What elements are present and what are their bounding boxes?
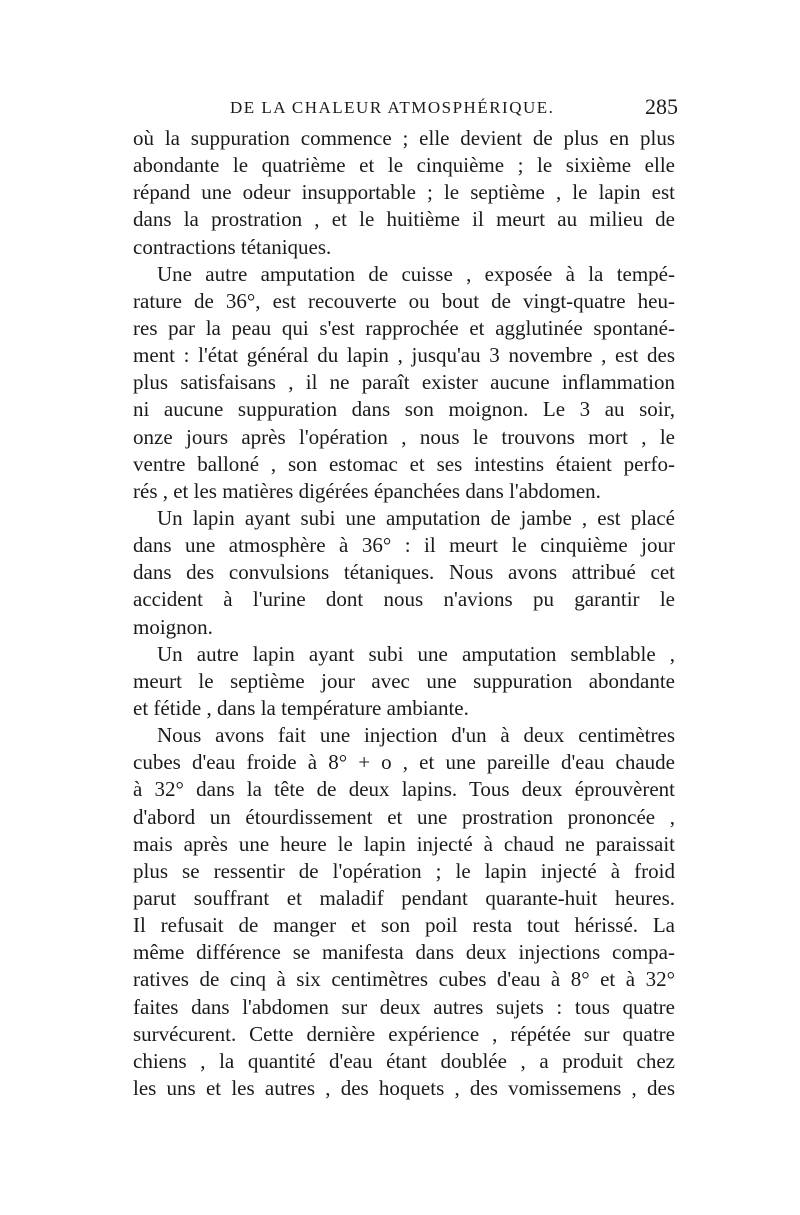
text-line: chiens , la quantité d'eau étant doublée , a produit chez xyxy=(133,1048,675,1073)
text-line: ment : l'état général du lapin , jusqu'au 3 novembre , est des xyxy=(133,343,675,368)
text-line: dans une atmosphère à 36° : il meurt le cinquième jour xyxy=(133,533,675,558)
text-line: onze jours après l'opération , nous le trouvons mort , le xyxy=(133,424,675,449)
text-line: ni aucune suppuration dans son moignon. Le 3 au soir, xyxy=(133,397,675,422)
text-line: Nous avons fait une injection d'un à deux centimètres xyxy=(157,723,675,748)
text-line: parut souffrant et maladif pendant quarante-huit heures. xyxy=(133,885,675,910)
text-line: plus se ressentir de l'opération ; le lapin injecté à froid xyxy=(133,858,675,883)
text-line: abondante le quatrième et le cinquième ; le sixième elle xyxy=(133,153,675,178)
text-line: meurt le septième jour avec une suppuration abondante xyxy=(133,668,675,693)
page-header xyxy=(130,96,678,126)
text-line: Une autre amputation de cuisse , exposée à la tempé- xyxy=(157,261,675,286)
text-line: faites dans l'abdomen sur deux autres sujets : tous quatre xyxy=(133,994,675,1019)
running-title: DE LA CHALEUR ATMOSPHÉRIQUE. xyxy=(230,98,555,117)
text-line: les uns et les autres , des hoquets , des vomissemens , des xyxy=(133,1075,675,1100)
page-number: 285 xyxy=(645,94,678,119)
body-text xyxy=(133,125,675,1102)
text-line: contractions tétaniques. xyxy=(133,234,332,259)
text-line: survécurent. Cette dernière expérience , répétée sur quatre xyxy=(133,1021,675,1046)
text-line: accident à l'urine dont nous n'avions pu garantir le xyxy=(133,587,675,612)
text-line: dans des convulsions tétaniques. Nous avons attribué cet xyxy=(133,560,675,585)
text-line: et fétide , dans la température ambiante. xyxy=(133,695,469,720)
text-line: ventre balloné , son estomac et ses intestins étaient perfo- xyxy=(133,451,675,476)
text-line: à 32° dans la tête de deux lapins. Tous deux éprouvèrent xyxy=(133,777,675,802)
text-line: dans la prostration , et le huitième il meurt au milieu de xyxy=(133,207,675,232)
text-line: moignon. xyxy=(133,614,213,639)
text-line: plus satisfaisans , il ne paraît exister aucune inflammation xyxy=(133,370,675,395)
text-line: d'abord un étourdissement et une prostration prononcée , xyxy=(133,804,675,829)
text-line: où la suppuration commence ; elle devient de plus en plus xyxy=(133,126,675,150)
text-line: Un autre lapin ayant subi une amputation semblable , xyxy=(157,641,675,666)
text-line: ratives de cinq à six centimètres cubes d'eau à 8° et à 32° xyxy=(133,967,675,992)
text-line: cubes d'eau froide à 8° + o , et une pareille d'eau chaude xyxy=(133,750,675,775)
text-line: rés , et les matières digérées épanchées dans l'abdomen. xyxy=(133,478,601,503)
text-line: Il refusait de manger et son poil resta tout hérissé. La xyxy=(133,913,675,938)
text-line: Un lapin ayant subi une amputation de jambe , est placé xyxy=(157,505,675,530)
text-line: répand une odeur insupportable ; le septième , le lapin est xyxy=(133,180,675,205)
text-line: même différence se manifesta dans deux injections compa- xyxy=(133,940,675,965)
text-line: rature de 36°, est recouverte ou bout de vingt-quatre heu- xyxy=(133,288,675,313)
text-line: mais après une heure le lapin injecté à chaud ne paraissait xyxy=(133,831,675,856)
text-line: res par la peau qui s'est rapprochée et agglutinée spontané- xyxy=(133,315,675,340)
